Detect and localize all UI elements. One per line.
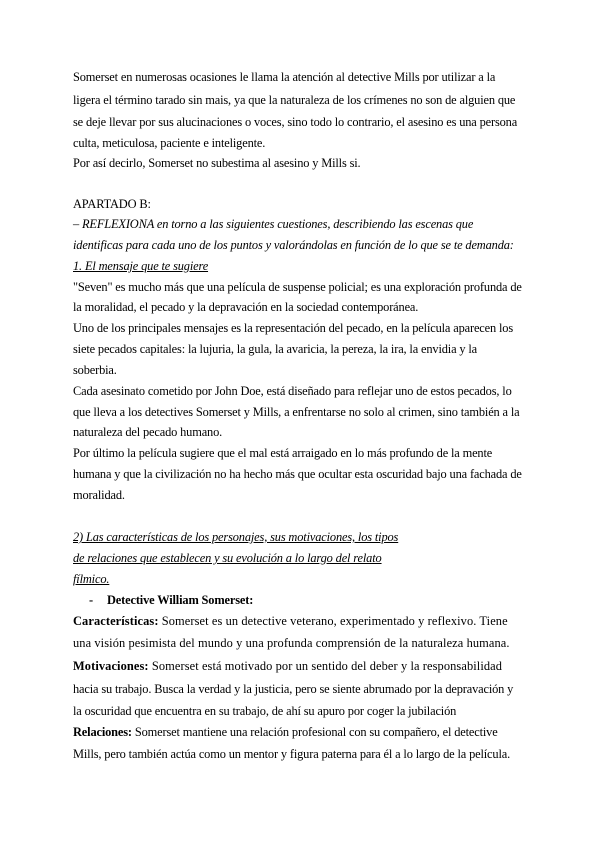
bullet-dash: - [89, 593, 94, 607]
traits-line: una visión pesimista del mundo y una profunda comprensión de la naturaleza humana. [73, 636, 510, 650]
section1-line: soberbia. [73, 363, 117, 377]
document-page [73, 0, 523, 848]
section2-title-line: de relaciones que establecen y su evolución a lo largo del relato [73, 551, 382, 565]
section1-line: siete pecados capitales: la lujuria, la gula, la avaricia, la pereza, la ira, la envidia y la [73, 342, 478, 356]
motivations-label: Motivaciones: [73, 659, 149, 673]
relations-label: Relaciones: [73, 725, 132, 739]
intro-line: culta, meticulosa, paciente e inteligente. [73, 136, 266, 150]
section-heading: APARTADO B: [73, 197, 151, 211]
relations-line [73, 725, 498, 740]
section1-line: naturaleza del pecado humano. [73, 425, 223, 439]
section1-line: la moralidad, el pecado y la depravación en la sociedad contemporánea. [73, 300, 419, 314]
motivations-line [73, 659, 502, 674]
instruction-line: identificas para cada uno de los puntos y valorándolas en función de lo que se te demanda: [73, 238, 514, 252]
intro-line: se deje llevar por sus alucinaciones o voces, sino todo lo contrario, el asesino es una persona [73, 115, 518, 129]
relations-text: Somerset mantiene una relación profesional con su compañero, el detective [131, 725, 498, 739]
relations-line: Mills, pero también actúa como un mentor y figura paterna para él a lo largo de la película. [73, 747, 511, 761]
section1-line: que lleva a los detectives Somerset y Mills, a enfrentarse no solo al crimen, sino también a la [73, 405, 520, 419]
section1-title: 1. El mensaje que te sugiere [73, 259, 209, 273]
section1-line: humana y que la civilización no ha hecho más que ocultar esta oscuridad bajo una fachada de [73, 467, 522, 481]
intro-line: ligera el término tarado sin mais, ya que la naturaleza de los crímenes no son de alguien que [73, 93, 516, 107]
intro-closing: Por así decirlo, Somerset no subestima al asesino y Mills si. [73, 156, 361, 170]
motivations-line: la oscuridad que encuentra en su trabajo, de ahí su apuro por coger la jubilación [73, 704, 457, 718]
section1-line: Uno de los principales mensajes es la representación del pecado, en la película aparecen los [73, 321, 513, 335]
section1-line: "Seven" es mucho más que una película de suspense policial; es una exploración profunda de [73, 280, 522, 294]
section1-line: moralidad. [73, 488, 125, 502]
section2-title-line: 2) Las características de los personajes, sus motivaciones, los tipos [73, 530, 399, 544]
motivations-text: Somerset está motivado por un sentido del deber y la responsabilidad [148, 659, 503, 673]
motivations-line: hacia su trabajo. Busca la verdad y la justicia, pero se siente abrumado por la depravación y [73, 682, 514, 696]
instruction-line: – REFLEXIONA en torno a las siguientes cuestiones, describiendo las escenas que [73, 217, 474, 231]
intro-line: Somerset en numerosas ocasiones le llama la atención al detective Mills por utilizar a la [73, 70, 496, 84]
traits-text: Somerset es un detective veterano, experimentado y reflexivo. Tiene [158, 614, 508, 628]
traits-label: Características: [73, 614, 159, 628]
traits-line [73, 614, 508, 629]
character-name: Detective William Somerset: [107, 593, 254, 607]
section2-title-line: fílmico. [73, 572, 110, 586]
section1-line: Cada asesinato cometido por John Doe, está diseñado para reflejar uno de estos pecados, lo [73, 384, 512, 398]
section1-line: Por último la película sugiere que el mal está arraigado en lo más profundo de la mente [73, 446, 493, 460]
